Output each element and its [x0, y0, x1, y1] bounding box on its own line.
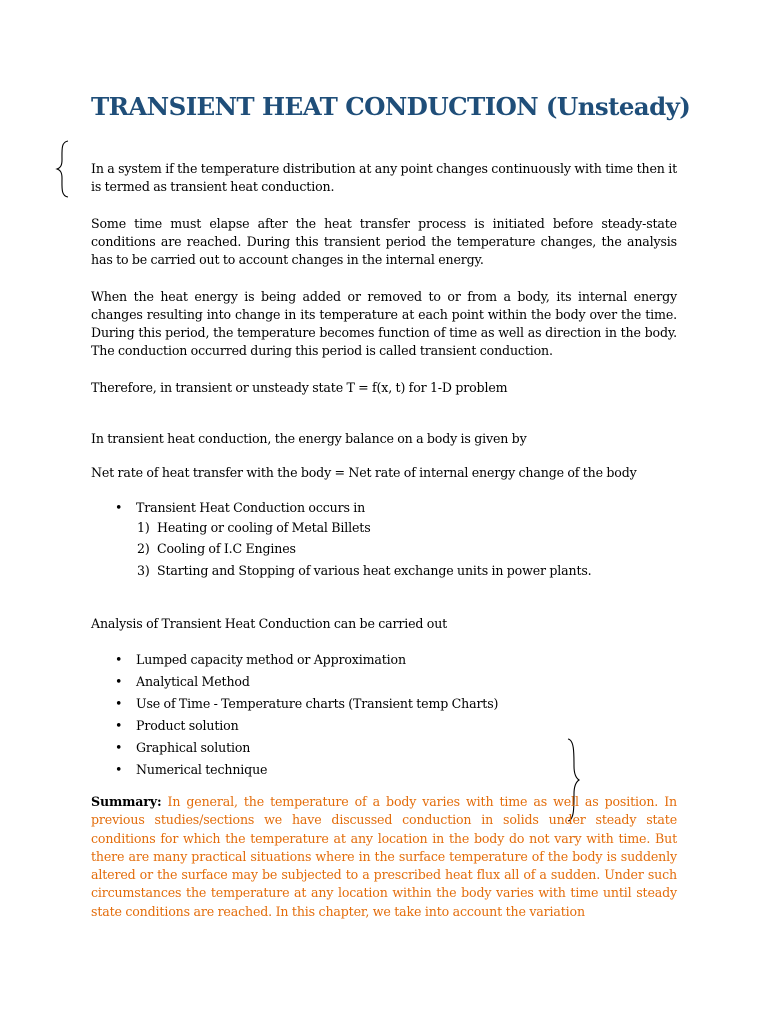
- list-number: 2): [137, 541, 150, 556]
- method-text: Use of Time - Temperature charts (Transient temp Charts): [136, 696, 499, 711]
- bullet-icon: •: [115, 674, 123, 689]
- paragraph-energy-balance: In transient heat conduction, the energy balance on a body is given by: [91, 431, 527, 446]
- summary-label: Summary:: [91, 794, 162, 809]
- list-item: [91, 499, 365, 517]
- bullet-icon: •: [115, 500, 123, 515]
- bullet-icon: •: [115, 762, 123, 777]
- method-text: Analytical Method: [136, 674, 250, 689]
- list-item: [91, 695, 498, 713]
- list-item: [91, 717, 498, 735]
- list-item-text: Starting and Stopping of various heat exchange units in power plants.: [157, 563, 592, 578]
- list-item: [112, 540, 592, 558]
- analysis-intro: Analysis of Transient Heat Conduction can be carried out: [91, 616, 448, 631]
- method-text: Numerical technique: [136, 762, 268, 777]
- list-item: [91, 761, 498, 779]
- bullet-icon: •: [115, 696, 123, 711]
- paragraph-net-rate: Net rate of heat transfer with the body = Net rate of internal energy change of the body: [91, 465, 637, 480]
- occurs-bullet-list: [91, 499, 365, 517]
- paragraph-elapse: Some time must elapse after the heat transfer process is initiated before steady-state conditions are reached. During this transient period the temperature changes, the analysis has to be carried out to account changes in the internal energy.: [91, 216, 677, 267]
- list-number: 3): [137, 563, 150, 578]
- bullet-icon: •: [115, 740, 123, 755]
- list-item: [91, 673, 498, 691]
- left-brace-annotation: [56, 140, 70, 198]
- method-text: Graphical solution: [136, 740, 251, 755]
- paragraph-function: Therefore, in transient or unsteady state T = f(x, t) for 1-D problem: [91, 380, 508, 395]
- page-title: TRANSIENT HEAT CONDUCTION (Unsteady): [91, 92, 691, 121]
- list-item: [91, 651, 498, 669]
- list-number: 1): [137, 520, 150, 535]
- list-item: [112, 562, 592, 580]
- bullet-icon: •: [115, 652, 123, 667]
- method-text: Lumped capacity method or Approximation: [136, 652, 406, 667]
- bullet-icon: •: [115, 718, 123, 733]
- occurs-numbered-list: [112, 519, 592, 580]
- summary-text: In general, the temperature of a body varies with time as well as position. In previous studies/sections we have discussed conduction in solids under steady state conditions for which the temperature at any location in the body do not vary with time. But there are many practical situations where in the surface temperature of the body is suddenly altered or the surface may be subjected to a prescribed heat flux all of a sudden. Under such circumstances the temperature at any location within the body varies with time until steady state conditions are reached. In this chapter, we take into account the variation: [91, 794, 677, 919]
- list-item-text: Cooling of I.C Engines: [157, 541, 296, 556]
- list-item: [112, 519, 592, 537]
- list-item: [91, 739, 498, 757]
- method-text: Product solution: [136, 718, 239, 733]
- list-item-text: Heating or cooling of Metal Billets: [157, 520, 371, 535]
- paragraph-energy: When the heat energy is being added or removed to or from a body, its internal energy changes resulting into change in its temperature at each point within the body over the time. During this period, the temperature becomes function of time as well as direction in the body. The conduction occurred during this period is called transient conduction.: [91, 289, 677, 358]
- occurs-heading: Transient Heat Conduction occurs in: [136, 500, 366, 515]
- analysis-method-list: [91, 651, 498, 779]
- paragraph-definition: In a system if the temperature distribution at any point changes continuously with time then it is termed as transient heat conduction.: [91, 161, 677, 194]
- summary-paragraph: [91, 793, 677, 921]
